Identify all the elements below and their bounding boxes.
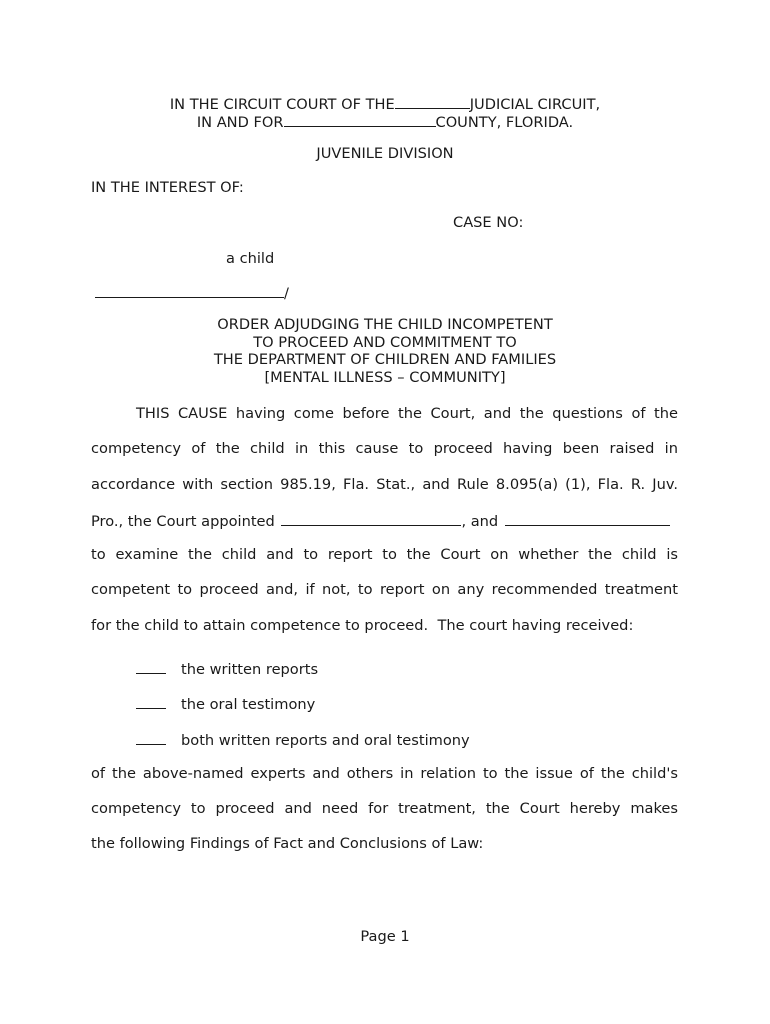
body-paragraph-2-line-1: of the above-named experts and others in relation to the issue of the child's xyxy=(91,765,678,782)
option-label: both written reports and oral testimony xyxy=(181,732,470,749)
option-oral-testimony-blank[interactable] xyxy=(136,694,166,709)
court-header-line-1 xyxy=(0,94,770,114)
option-label: the oral testimony xyxy=(181,696,316,713)
expert-1-blank[interactable] xyxy=(281,511,461,526)
option-both xyxy=(136,730,470,750)
body-paragraph-1-line-2: competency of the child in this cause to proceed having been raised in xyxy=(91,440,678,457)
body-paragraph-2-line-3: the following Findings of Fact and Conclusions of Law: xyxy=(91,835,484,852)
body-paragraph-1-line-5: to examine the child and to report to the Court on whether the child is xyxy=(91,546,678,563)
body-paragraph-2-line-2: competency to proceed and need for treatment, the Court hereby makes xyxy=(91,800,678,817)
option-written-reports xyxy=(136,659,318,679)
caption-signature-line xyxy=(95,283,289,303)
county-name-blank[interactable] xyxy=(284,112,436,127)
page-number: Page 1 xyxy=(360,928,410,945)
a-child-label: a child xyxy=(226,250,275,267)
body-paragraph-1-line-7: for the child to attain competence to proceed. The court having received: xyxy=(91,617,634,634)
expert-2-blank[interactable] xyxy=(505,511,670,526)
option-written-reports-blank[interactable] xyxy=(136,659,166,674)
option-oral-testimony xyxy=(136,694,315,714)
caption-slash: / xyxy=(284,285,289,302)
option-label: the written reports xyxy=(181,661,319,678)
county-prefix: IN AND FOR xyxy=(196,114,284,131)
body-paragraph-1-line-6: competent to proceed and, if not, to report on any recommended treatment xyxy=(91,581,678,598)
option-both-blank[interactable] xyxy=(136,730,166,745)
court-header-suffix: JUDICIAL CIRCUIT, xyxy=(469,96,601,113)
child-name-blank[interactable] xyxy=(95,283,284,298)
court-header-prefix: IN THE CIRCUIT COURT OF THE xyxy=(169,96,395,113)
body-paragraph-1-line-3: accordance with section 985.19, Fla. Stat., and Rule 8.095(a) (1), Fla. R. Juv. xyxy=(91,476,678,493)
interest-of-label: IN THE INTEREST OF: xyxy=(91,179,244,196)
circuit-number-blank[interactable] xyxy=(395,94,470,109)
county-suffix: COUNTY, FLORIDA. xyxy=(435,114,574,131)
case-number-label: CASE NO: xyxy=(453,214,524,231)
court-header-line-2 xyxy=(0,112,770,132)
body-paragraph-1-line-4 xyxy=(91,511,678,531)
court-appointed-text: Pro., the Court appointed xyxy=(91,513,275,530)
order-title-line-3: THE DEPARTMENT OF CHILDREN AND FAMILIES xyxy=(213,351,557,368)
order-title-line-2: TO PROCEED AND COMMITMENT TO xyxy=(253,334,517,351)
order-title-line-4: [MENTAL ILLNESS – COMMUNITY] xyxy=(264,369,506,386)
and-text: , and xyxy=(461,513,499,530)
body-paragraph-1-line-1: THIS CAUSE having come before the Court, and the questions of the xyxy=(136,405,678,422)
division-label: JUVENILE DIVISION xyxy=(316,145,454,162)
order-title-line-1: ORDER ADJUDGING THE CHILD INCOMPETENT xyxy=(217,316,553,333)
